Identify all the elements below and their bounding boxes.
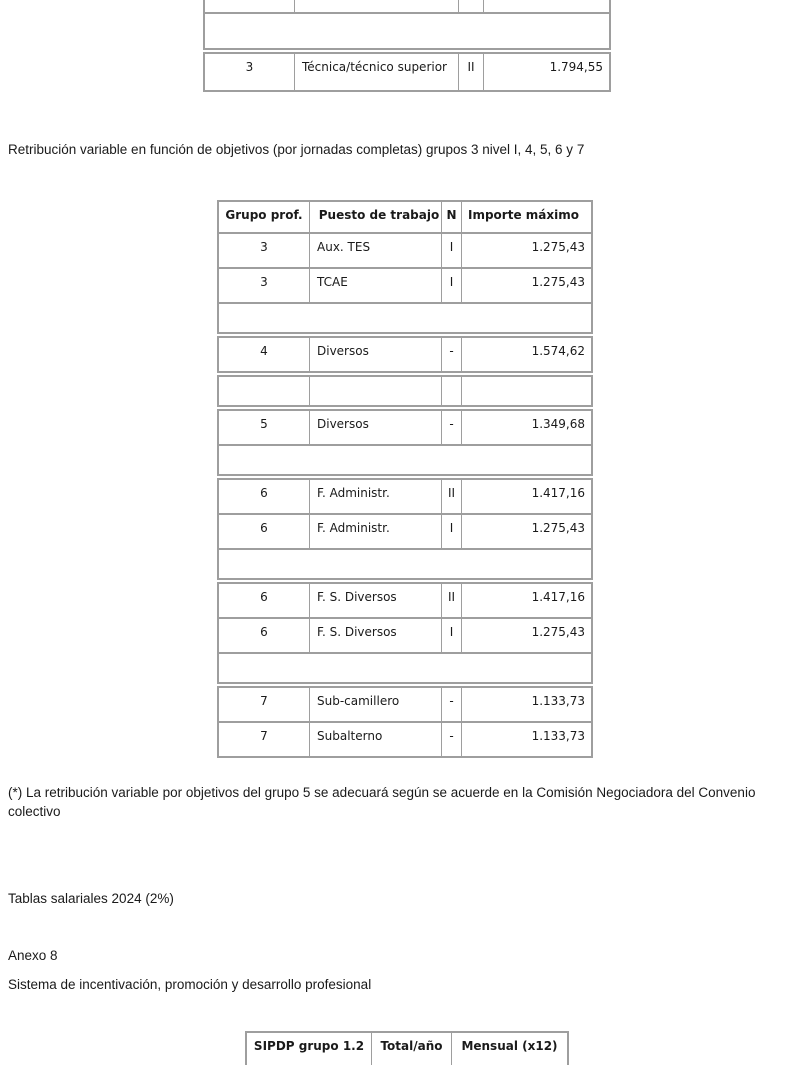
table-cell: I — [441, 619, 461, 652]
table-cell: 1.794,55 — [483, 54, 609, 90]
table-cell: I — [441, 515, 461, 548]
table-cell — [219, 446, 591, 474]
table-cell: 1.417,16 — [461, 480, 591, 513]
table-spacer-row — [219, 377, 591, 405]
table-row — [219, 721, 591, 756]
table-cell: - — [441, 411, 461, 444]
table-cell: 7 — [260, 729, 268, 743]
anexo-8-heading: Anexo 8 — [8, 948, 58, 963]
table-row — [219, 617, 591, 652]
table-cell: 6 — [260, 486, 268, 500]
sipdp-table — [245, 1031, 569, 1067]
table-cell — [205, 14, 609, 48]
table-row — [219, 338, 591, 371]
tablas-2024-heading: Tablas salariales 2024 (2%) — [8, 891, 174, 906]
table-cell: F. S. Diversos — [309, 584, 441, 617]
table-block — [217, 336, 593, 373]
table-cell: 4 — [260, 344, 268, 358]
header-cell: Importe máximo — [461, 202, 591, 232]
table-block — [217, 686, 593, 758]
header-cell: Puesto de trabajo — [309, 202, 441, 232]
table-cell: Diversos — [309, 338, 441, 371]
table-cell: Diversos — [309, 411, 441, 444]
table-cell: F. Administr. — [309, 480, 441, 513]
table-spacer-row — [219, 652, 591, 682]
top-salary-table — [203, 0, 611, 94]
table-row — [205, 54, 609, 90]
table-block — [217, 200, 593, 334]
table-cell: II — [441, 480, 461, 513]
header-cell: Total/año — [371, 1033, 451, 1065]
table-row — [219, 232, 591, 267]
table-cell: 1.275,43 — [461, 234, 591, 267]
table-cell: F. Administr. — [309, 515, 441, 548]
table-cell: F. S. Diversos — [309, 619, 441, 652]
table-cell: 1.417,16 — [461, 584, 591, 617]
table-cell: 1.574,62 — [461, 338, 591, 371]
table-cell: 3 — [245, 60, 254, 74]
table-cell — [219, 550, 591, 578]
table-spacer-row — [219, 548, 591, 578]
table-cell: - — [441, 723, 461, 756]
table-spacer-row — [219, 444, 591, 474]
table-cell: 1.275,43 — [461, 515, 591, 548]
table-clipped-row — [205, 0, 609, 12]
table-cell: 1.349,68 — [461, 411, 591, 444]
table-cell — [219, 304, 591, 332]
table-cell — [309, 377, 441, 405]
table-cell: 1.133,73 — [461, 688, 591, 721]
table-cell: II — [458, 54, 483, 90]
table-cell: Aux. TES — [309, 234, 441, 267]
table-cell: TCAE — [309, 269, 441, 302]
table-cell: I — [441, 234, 461, 267]
sipdp-heading: Sistema de incentivación, promoción y desarrollo profesional — [8, 977, 372, 992]
table-cell: - — [441, 338, 461, 371]
table-row — [219, 411, 591, 444]
table-cell: 3 — [260, 275, 268, 289]
header-cell: N — [441, 202, 461, 232]
table-cell: 6 — [260, 625, 268, 639]
table-cell — [219, 654, 591, 682]
table-block — [217, 375, 593, 407]
table-header-row — [219, 202, 591, 232]
header-cell: Grupo prof. — [225, 208, 303, 222]
footnote-paragraph: (*) La retribución variable por objetivos del grupo 5 se adecuará según se acuerde en la Comisión Negociadora del Convenio colectivo — [8, 785, 760, 819]
table-spacer-row — [205, 12, 609, 48]
variable-retribution-table — [217, 200, 593, 760]
table-cell — [205, 0, 294, 12]
table-cell — [441, 377, 461, 405]
table-row — [219, 584, 591, 617]
table-block — [217, 478, 593, 580]
table-block — [203, 52, 611, 92]
table-spacer-row — [219, 302, 591, 332]
table-cell: 6 — [260, 590, 268, 604]
table-block — [217, 582, 593, 684]
table-header-row — [247, 1033, 567, 1065]
table-row — [219, 480, 591, 513]
table-cell: II — [441, 584, 461, 617]
table-row — [219, 267, 591, 302]
table-block — [217, 409, 593, 476]
intro-paragraph: Retribución variable en función de objetivos (por jornadas completas) grupos 3 nivel I, 4, 5, 6 y 7 — [8, 142, 585, 157]
table-cell — [461, 377, 591, 405]
table-block — [245, 1031, 569, 1065]
table-cell: 1.133,73 — [461, 723, 591, 756]
table-cell: 7 — [260, 694, 268, 708]
table-cell: Subalterno — [309, 723, 441, 756]
table-cell: 5 — [260, 417, 268, 431]
table-cell: Sub-camillero — [309, 688, 441, 721]
header-cell: SIPDP grupo 1.2 — [253, 1039, 365, 1053]
table-cell: 6 — [260, 521, 268, 535]
table-row — [219, 688, 591, 721]
table-cell: - — [441, 688, 461, 721]
table-cell: 1.275,43 — [461, 619, 591, 652]
table-cell: 1.275,43 — [461, 269, 591, 302]
table-cell: 3 — [260, 240, 268, 254]
table-cell — [294, 0, 458, 12]
table-cell: I — [441, 269, 461, 302]
table-cell — [458, 0, 483, 12]
table-cell — [483, 0, 609, 12]
table-cell — [219, 377, 309, 405]
table-row — [219, 513, 591, 548]
header-cell: Mensual (x12) — [451, 1033, 567, 1065]
table-cell: Técnica/técnico superior — [294, 54, 458, 90]
table-block — [203, 0, 611, 50]
